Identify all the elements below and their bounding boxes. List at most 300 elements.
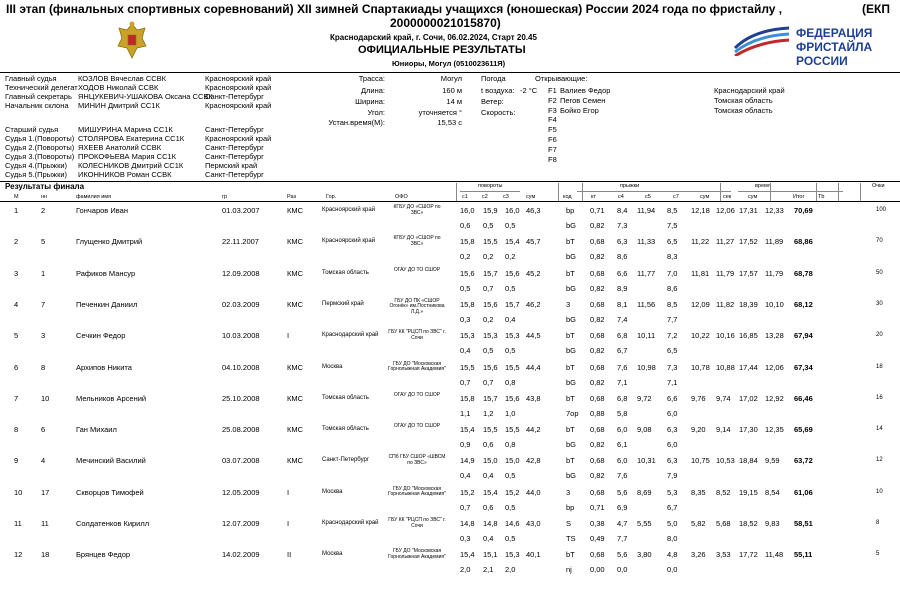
score-line1: 5,55: [637, 519, 652, 528]
score-line2: 0,82: [590, 346, 605, 356]
score-line2: 7,7: [617, 534, 628, 543]
score-line1: 17,31: [739, 206, 758, 215]
score-line2: 1,1: [460, 408, 471, 418]
organization: ОГАУ ДО ТО СШОР: [393, 266, 441, 273]
score-line1: 44,0: [526, 487, 541, 497]
score-line1: 10,22: [691, 331, 710, 341]
track-value: 14 м: [446, 97, 462, 106]
page-title: III этап (финальных спортивных соревнований) XII зимней Спартакиады учащихся (юношеская) России 2024 года по фристайлу ,: [6, 2, 783, 16]
forerunner-code: F1: [548, 86, 557, 95]
score-line1: 11,33: [637, 237, 656, 247]
organization: ГБУ ДО "Московская Горнолыжная Академия": [388, 548, 446, 560]
score-line1: 5,82: [691, 519, 706, 528]
section-title: Результаты финала: [5, 182, 85, 191]
total: 65,69: [794, 425, 813, 435]
score-line2: 1,2: [483, 408, 494, 418]
group-time: время: [755, 183, 771, 189]
score-line2: 6,1: [617, 440, 628, 450]
group-underline: [460, 191, 520, 192]
sport-rank: I: [287, 487, 290, 497]
score-line1: 11,48: [765, 550, 784, 560]
official-role: Судья 5.(Прыжки): [5, 170, 68, 179]
points: 30: [876, 300, 883, 307]
score-line1: 6,0: [617, 456, 628, 466]
col-header-c5: с5: [645, 194, 651, 200]
organization: КГБУ ДО «СШОР по ЗВС»: [393, 204, 441, 216]
score-line1: 16,0: [505, 206, 520, 215]
col-header-city: Гор.: [326, 194, 337, 200]
forerunner-code: F7: [548, 144, 557, 154]
total: 67,34: [794, 362, 813, 372]
score-line1: 14,9: [460, 456, 475, 466]
birth-date: 25.08.2008: [222, 425, 260, 435]
score-line1: 12,09: [691, 299, 710, 309]
score-line1: 15,0: [483, 456, 498, 466]
column-divider: [816, 183, 817, 201]
score-line1: 0,68: [590, 487, 605, 497]
score-line1: 11,79: [765, 268, 784, 278]
score-line1: S: [566, 519, 572, 528]
region: Краснодарский край: [322, 332, 379, 339]
column-divider: [838, 183, 839, 201]
group-underline: [738, 191, 843, 192]
score-line2: 0,5: [483, 221, 494, 230]
col-header-dob: гр: [222, 194, 228, 200]
score-line1: 15,3: [460, 331, 475, 341]
score-line1: 12,06: [765, 362, 784, 372]
score-line1: 17,52: [739, 237, 758, 247]
score-line1: 10,10: [765, 299, 784, 309]
score-line1: 15,0: [505, 456, 520, 466]
official-region: Санкт-Петербург: [205, 143, 264, 152]
column-divider: [720, 183, 721, 201]
score-line2: bG: [566, 471, 577, 481]
place: 11: [14, 519, 22, 528]
col-header-c7: с7: [673, 194, 679, 200]
logo-line-1: ФЕДЕРАЦИЯ: [796, 26, 873, 40]
score-line2: 0,2: [483, 252, 494, 262]
score-line1: 5,0: [667, 519, 678, 528]
score-line1: 14,6: [505, 519, 520, 528]
birth-date: 12.05.2009: [222, 487, 260, 497]
bib: 3: [41, 331, 46, 341]
score-line1: 44,2: [526, 425, 541, 435]
birth-date: 04.10.2008: [222, 362, 260, 372]
score-line1: 6,0: [617, 425, 628, 435]
score-line2: 0,4: [460, 471, 471, 481]
col-header-rank: Раз: [287, 194, 297, 200]
score-line1: bT: [566, 362, 575, 372]
official-name: МИНИН Дмитрий СС1К: [78, 101, 160, 110]
score-line1: bT: [566, 550, 575, 560]
place: 5: [14, 331, 19, 341]
weather-title: Погода: [481, 74, 506, 83]
sport-rank: II: [287, 550, 292, 560]
score-line2: 8,3: [667, 252, 678, 262]
score-line1: 10,78: [691, 362, 710, 372]
column-divider: [558, 183, 559, 201]
score-line2: 6,7: [667, 502, 678, 512]
score-line2: 0,82: [590, 471, 605, 481]
score-line1: 15,5: [460, 362, 475, 372]
score-line2: 7,5: [667, 221, 678, 230]
score-line2: 7,4: [617, 314, 628, 324]
score-line1: 15,6: [483, 299, 498, 309]
official-name: ЯНЦУКЕВИЧ-УШАКОВА Оксана ССВК: [78, 92, 213, 101]
score-line2: 0,5: [505, 221, 516, 230]
official-region: Санкт-Петербург: [205, 170, 264, 179]
score-line1: 8,54: [765, 487, 780, 497]
region: Красноярский край: [322, 207, 376, 213]
score-line1: 3: [566, 299, 571, 309]
score-line1: 8,5: [667, 299, 678, 309]
organization: ГБУ ДО "Московская Горнолыжная Академия": [388, 360, 446, 372]
score-line1: 5,68: [716, 519, 731, 528]
forerunner-region: Краснодарский край: [714, 86, 785, 95]
forerunner-region: Томская область: [714, 105, 773, 115]
athlete-name: Печенкин Даниил: [76, 299, 138, 309]
athlete-name: Сечкин Федор: [76, 331, 126, 341]
track-label: Угол:: [367, 108, 385, 117]
score-line2: 0,2: [483, 314, 494, 324]
total: 63,72: [794, 456, 813, 466]
col-header-code: код: [563, 194, 572, 200]
score-line1: 11,79: [716, 268, 735, 278]
score-line2: 8,6: [617, 252, 628, 262]
score-line1: 0,68: [590, 550, 605, 560]
total: 61,06: [794, 487, 813, 497]
score-line1: 15,5: [483, 425, 498, 435]
score-line2: 0,2: [460, 252, 471, 262]
region: Краснодарский край: [322, 520, 379, 526]
score-line2: 0,6: [483, 502, 494, 512]
score-line2: 0,00: [590, 565, 605, 575]
col-header-m: М: [14, 194, 19, 200]
score-line1: 0,68: [590, 299, 605, 309]
score-line1: 12,18: [691, 206, 710, 215]
bib: 10: [41, 393, 50, 403]
score-line1: 13,28: [765, 331, 784, 341]
points: 16: [876, 394, 883, 401]
discipline: Юниоры, Могул (0510023611Я): [392, 59, 506, 68]
score-line1: 16,0: [460, 206, 475, 215]
score-line1: 15,3: [483, 331, 498, 341]
total: 70,69: [794, 206, 813, 215]
score-line2: 0,8: [505, 440, 516, 450]
birth-date: 12.09.2008: [222, 268, 260, 278]
score-line2: 6,0: [667, 440, 678, 450]
score-line2: 8,6: [667, 283, 678, 293]
score-line1: 11,56: [637, 299, 656, 309]
score-line2: 7,9: [667, 471, 678, 481]
score-line1: 7,3: [667, 362, 678, 372]
logo-line-2: ФРИСТАЙЛА: [796, 40, 873, 54]
region: Томская область: [322, 394, 369, 401]
score-line1: 15,9: [483, 206, 498, 215]
score-line2: 0,82: [590, 314, 605, 324]
total: 66,46: [794, 393, 813, 403]
score-line1: 6,3: [667, 425, 678, 435]
score-line1: 10,98: [637, 362, 656, 372]
birth-date: 12.07.2009: [222, 519, 260, 528]
organization: КГБУ ДО «СШОР по ЗВС»: [393, 235, 441, 247]
score-line2: 7,1: [617, 377, 628, 387]
score-line2: 0,82: [590, 377, 605, 387]
score-line2: 0,5: [460, 283, 471, 293]
col-header-org: ОФО: [395, 194, 408, 200]
score-line1: 11,22: [691, 237, 710, 247]
ekp-label: (ЕКП: [862, 2, 890, 16]
col-header-c1: с1: [462, 194, 468, 200]
official-region: Красноярский край: [205, 134, 272, 143]
score-line1: 5,6: [617, 487, 628, 497]
sport-rank: КМС: [287, 456, 304, 466]
col-header-sum: сум: [526, 194, 536, 200]
score-line2: bG: [566, 252, 577, 262]
header-divider: [0, 72, 900, 73]
score-line1: 45,7: [526, 237, 541, 247]
official-region: Красноярский край: [205, 74, 272, 83]
sport-rank: КМС: [287, 206, 304, 215]
federation-logo-icon: [733, 26, 791, 56]
score-line1: 10,75: [691, 456, 710, 466]
score-line1: bT: [566, 237, 575, 247]
bib: 1: [41, 268, 46, 278]
official-name: ЯХЕЕВ Анатолий ССВК: [78, 143, 162, 152]
official-region: Красноярский край: [205, 101, 272, 110]
score-line1: 15,8: [460, 393, 475, 403]
score-line1: 9,74: [716, 393, 731, 403]
score-line1: 17,02: [739, 393, 758, 403]
emblem-icon: [115, 20, 149, 60]
score-line1: 0,68: [590, 268, 605, 278]
score-line1: 15,8: [460, 237, 475, 247]
track-value: уточняется °: [418, 108, 462, 117]
forerunner-region: Томская область: [714, 95, 773, 105]
score-line1: 10,16: [716, 331, 735, 341]
score-line1: 11,81: [691, 268, 710, 278]
birth-date: 10.03.2008: [222, 331, 260, 341]
score-line2: 2,0: [505, 565, 516, 575]
score-line1: 11,89: [765, 237, 784, 247]
score-line2: 0,0: [667, 565, 678, 575]
weather-label: Ветер:: [481, 97, 504, 106]
score-line1: 6,5: [667, 237, 678, 247]
official-name: ХОДОВ Николай ССВК: [78, 83, 159, 92]
score-line1: 8,52: [716, 487, 731, 497]
score-line2: 0,82: [590, 283, 605, 293]
score-line1: 17,30: [739, 425, 758, 435]
track-label: Трасса:: [358, 74, 385, 83]
score-line2: 0,8: [505, 377, 516, 387]
score-line1: 0,68: [590, 456, 605, 466]
birth-date: 22.11.2007: [222, 237, 259, 247]
bib: 7: [41, 299, 46, 309]
score-line2: 0,71: [590, 502, 605, 512]
score-line1: 3,80: [637, 550, 652, 560]
total: 58,51: [794, 519, 813, 528]
points: 5: [876, 551, 880, 558]
official-role: Главный секретарь: [5, 92, 72, 101]
score-line1: 10,88: [716, 362, 735, 372]
score-line2: bG: [566, 283, 577, 293]
total: 68,78: [794, 268, 813, 278]
score-line2: 2,0: [460, 565, 471, 575]
score-line2: 0,49: [590, 534, 605, 543]
score-line2: 0,5: [505, 534, 516, 543]
score-line2: 8,9: [617, 283, 628, 293]
points-header: Очки: [872, 183, 885, 189]
place: 12: [14, 550, 23, 560]
official-region: Красноярский край: [205, 83, 272, 92]
group-turns: повороты: [478, 183, 503, 189]
column-divider: [860, 183, 861, 201]
score-line1: 0,68: [590, 362, 605, 372]
score-line1: 15,8: [460, 299, 475, 309]
score-line1: 15,6: [483, 362, 498, 372]
sport-rank: КМС: [287, 268, 304, 278]
organization: ГБУ КК "РЦСП по ЗВС" г. Сочи: [388, 517, 446, 529]
score-line2: 0,6: [460, 221, 471, 230]
official-role: Начальник склона: [5, 101, 69, 110]
score-line2: 7,3: [617, 221, 628, 230]
weather-value: -2 °С: [520, 86, 538, 95]
score-line1: 15,2: [460, 487, 475, 497]
place: 7: [14, 393, 19, 403]
official-name: КОЗЛОВ Вячеслав ССВК: [78, 74, 167, 83]
track-value: 160 м: [442, 86, 462, 95]
score-line1: 9,83: [765, 519, 780, 528]
score-line2: 6,5: [667, 346, 678, 356]
points: 50: [876, 269, 883, 276]
official-name: МИШУРИНА Марина СС1К: [78, 125, 173, 134]
forerunner-code: F5: [548, 125, 557, 135]
score-line2: 0,4: [483, 471, 494, 481]
score-line2: 8,0: [667, 534, 678, 543]
score-line1: 15,5: [483, 237, 498, 247]
score-line1: 43,0: [526, 519, 541, 528]
score-line1: 15,7: [483, 268, 498, 278]
athlete-name: Брянцев Федор: [76, 550, 131, 560]
score-line1: 15,7: [505, 299, 520, 309]
official-region: Пермский край: [205, 161, 258, 170]
score-line2: 0,7: [483, 377, 494, 387]
track-label: Устан.время(М):: [328, 118, 385, 127]
logo-line-3: РОССИИ: [796, 54, 848, 68]
score-line2: 0,7: [483, 283, 494, 293]
score-line1: 0,68: [590, 393, 605, 403]
bib: 2: [41, 206, 46, 215]
points: 14: [876, 426, 883, 433]
region: Санкт-Петербург: [322, 457, 370, 464]
score-line2: TS: [566, 534, 576, 543]
results-head-line: [0, 201, 900, 202]
score-line1: 12,33: [765, 206, 784, 215]
official-name: КОЛЕСНИКОВ Дмитрий СС1К: [78, 161, 184, 170]
track-label: Длина:: [360, 86, 385, 95]
score-line1: 7,6: [617, 362, 628, 372]
score-line2: 0,5: [505, 471, 516, 481]
place: 10: [14, 487, 23, 497]
athlete-name: Скворцов Тимофей: [76, 487, 144, 497]
total: 55,11: [794, 550, 813, 560]
score-line1: 15,3: [505, 331, 520, 341]
score-line2: 7,6: [617, 471, 628, 481]
place-date: Краснодарский край, г. Сочи, 06.02.2024, Старт 20.45: [330, 33, 537, 42]
athlete-name: Глущенко Дмитрий: [76, 237, 143, 247]
track-label: Ширина:: [355, 97, 385, 106]
score-line1: 9,59: [765, 456, 780, 466]
birth-date: 25.10.2008: [222, 393, 260, 403]
score-line1: 42,8: [526, 456, 541, 466]
score-line1: 9,08: [637, 425, 652, 435]
score-line1: 17,44: [739, 362, 758, 372]
score-line2: 6,7: [617, 346, 628, 356]
points: 70: [876, 238, 883, 245]
athlete-name: Мечинский Василий: [76, 456, 146, 466]
column-divider: [582, 183, 583, 201]
col-header-tsum: сум: [748, 194, 758, 200]
score-line1: 46,3: [526, 206, 541, 215]
score-line1: 7,0: [667, 268, 678, 278]
group-underline: [577, 191, 731, 192]
score-line1: 45,2: [526, 268, 541, 278]
score-line1: 8,1: [617, 299, 628, 309]
bib: 5: [41, 237, 46, 247]
score-line1: 5,6: [617, 550, 628, 560]
score-line2: 0,82: [590, 221, 605, 230]
score-line2: 7,1: [667, 377, 678, 387]
score-line2: bG: [566, 314, 577, 324]
organization: ОГАУ ДО ТО СШОР: [393, 391, 441, 398]
score-line1: 18,52: [739, 519, 758, 528]
score-line1: 15,4: [460, 550, 475, 560]
col-header-n: нн: [41, 194, 48, 200]
score-line1: 12,35: [765, 425, 784, 435]
score-line2: 0,2: [505, 252, 516, 262]
score-line1: 15,6: [505, 393, 520, 403]
score-line1: 15,6: [460, 268, 475, 278]
bib: 18: [41, 550, 50, 560]
weather-label: t воздуха:: [481, 86, 515, 95]
score-line2: 7,7: [667, 314, 678, 324]
score-line2: 0,3: [460, 314, 471, 324]
weather-label: Скорость:: [481, 108, 516, 117]
region: Томская область: [322, 269, 369, 276]
score-line1: 15,5: [505, 425, 520, 435]
score-line1: 6,8: [617, 331, 628, 341]
score-line2: bG: [566, 346, 577, 356]
col-header-total: Итог: [793, 194, 805, 200]
score-line1: 3,53: [716, 550, 731, 560]
score-line2: 0,5: [505, 283, 516, 293]
score-line2: 0,6: [483, 440, 494, 450]
score-line1: 0,71: [590, 206, 605, 215]
score-line1: 3,26: [691, 550, 706, 560]
score-line1: 9,14: [716, 425, 731, 435]
points: 18: [876, 363, 883, 370]
bib: 11: [41, 519, 49, 528]
birth-date: 01.03.2007: [222, 206, 260, 215]
points: 100: [876, 207, 887, 213]
score-line1: 16,85: [739, 331, 758, 341]
score-line1: 15,5: [505, 362, 520, 372]
sport-rank: I: [287, 519, 290, 528]
score-line1: 9,76: [691, 393, 706, 403]
score-line1: 15,1: [483, 550, 498, 560]
score-line1: 0,38: [590, 519, 605, 528]
score-line1: 5,3: [667, 487, 678, 497]
